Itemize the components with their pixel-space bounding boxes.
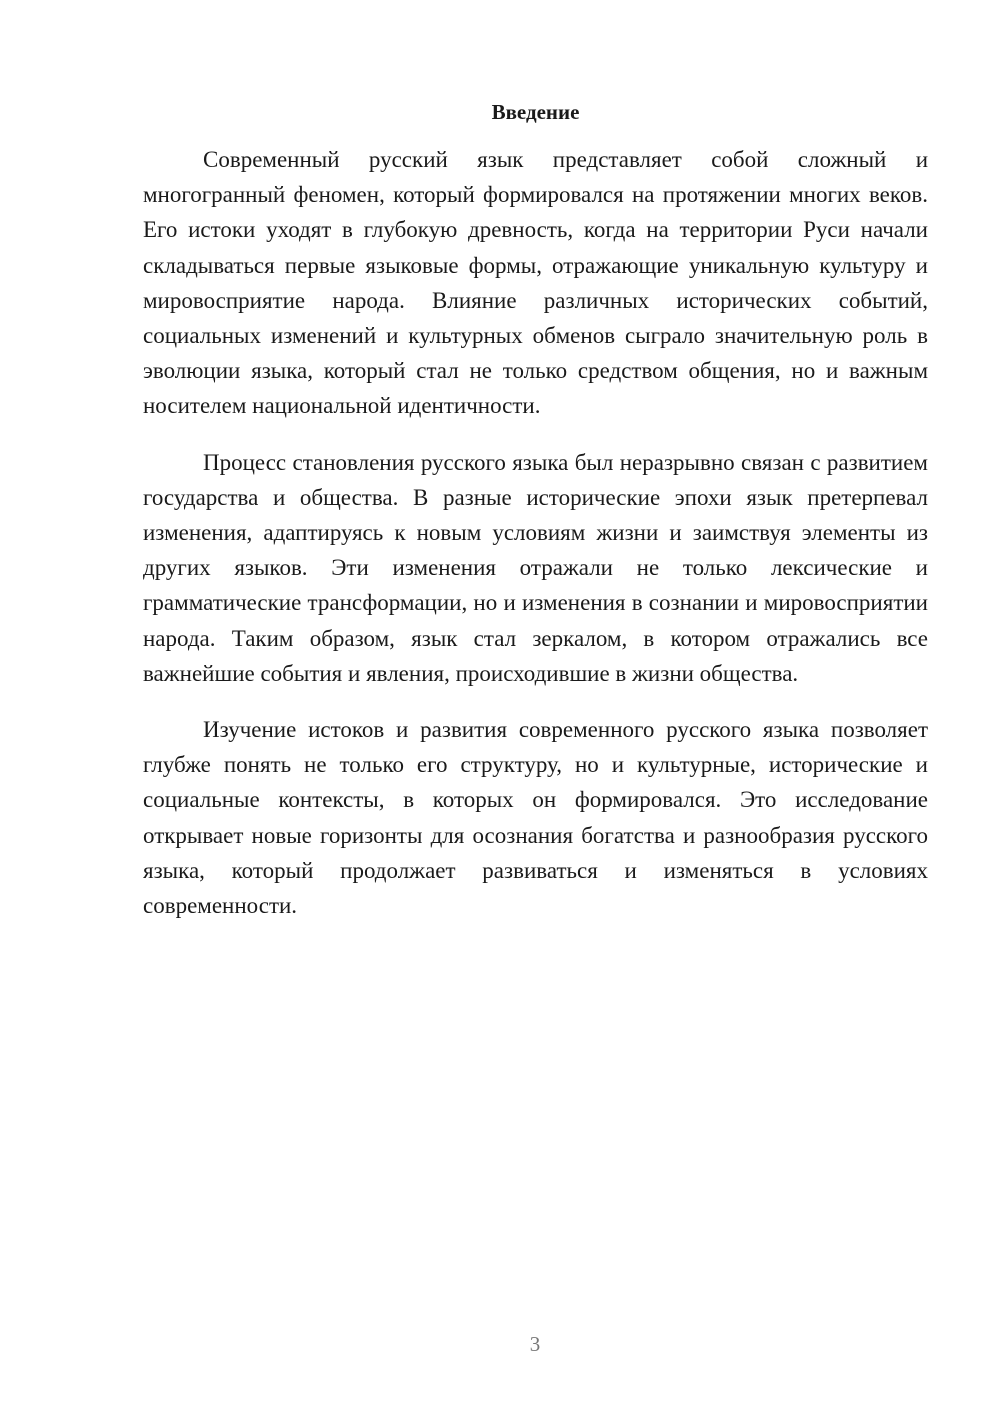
paragraph: Процесс становления русского языка был неразрывно связан с развитием государства и общества. В разные исторические эпохи язык претерпевал изменения, адаптируясь к новым условиям жизни и заимствуя элементы из других языков. Эти изменения отражали не только лексические и грамматические трансформации, но и изменения в сознании и мировосприятии народа. Таким образом, язык стал зеркалом, в котором отражались все важнейшие события и явления, происходившие в жизни общества.: [143, 449, 928, 686]
paragraph: Изучение истоков и развития современного русского языка позволяет глубже понять не только его структуру, но и культурные, исторические и социальные контексты, в которых он формировался. Это исследование открывает новые горизонты для осознания богатства и разнообразия русского языка, который продолжает развиваться и изменяться в условиях современности.: [143, 717, 928, 919]
section-heading: Введение: [491, 100, 580, 124]
page-number: 3: [529, 1332, 541, 1356]
paragraph: Современный русский язык представляет собой сложный и многогранный феномен, который формировался на протяжении многих веков. Его истоки уходят в глубокую древность, когда на территории Руси начали складываться первые языковые формы, отражающие уникальную культуру и мировосприятие народа. Влияние различных исторических событий, социальных изменений и культурных обменов сыграло значительную роль в эволюции языка, который стал не только средством общения, но и важным носителем национальной идентичности.: [143, 147, 928, 419]
body-text: [143, 142, 928, 944]
